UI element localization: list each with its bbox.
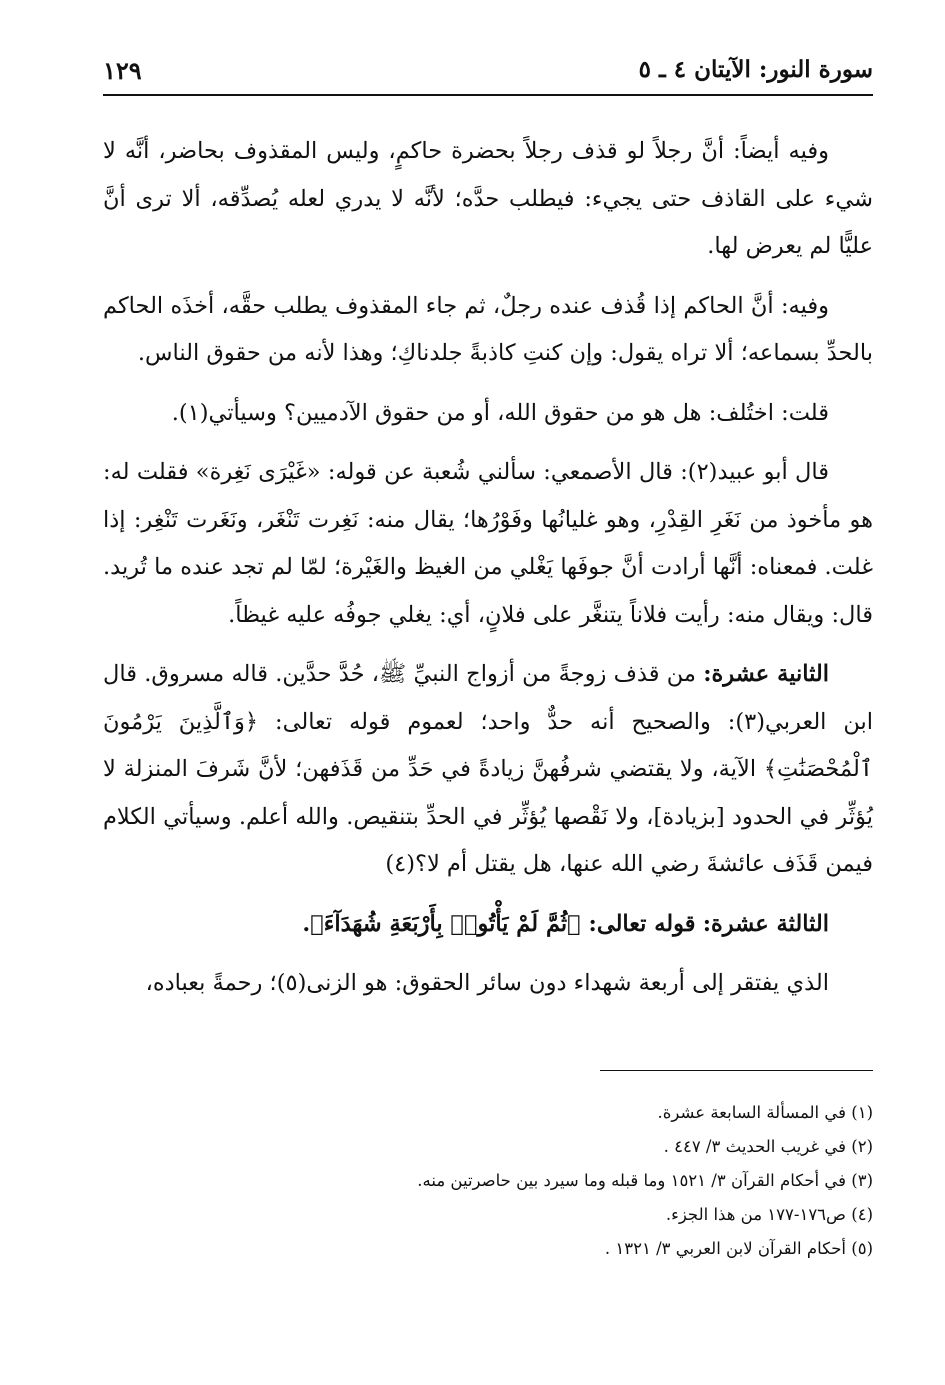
paragraph-text: قال أبو عبيد(٢): قال الأصمعي: سألني شُعبة عن قوله: «غَيْرَى نَغِرة» فقلت له: هو مأخوذ من نَغَرِ القِدْرِ، وهو غليانُها وفَوْرُها؛ يقال منه: نَغِرت تَنْغَر، ونَغَرت تَنْغِر: إذا غلت. فمعناه: أنَّها أرادت أنَّ جوفَها يَغْلي من الغيظ والغَيْرة؛ لمّا لم تجد عنده ما تُريد. قال: ويقال منه: رأيت فلاناً يتنغَّر على فلانٍ، أي: يغلي جوفُه عليه غيظاً. [103,459,873,628]
paragraph [103,390,873,438]
chapter-title: سورة النور: الآيتان ٤ ـ ٥ [638,56,873,83]
page-number: ١٢٩ [103,56,142,85]
paragraph [103,651,873,889]
paragraph-text: وفيه أيضاً: أنَّ رجلاً لو قذف رجلاً بحضرة حاكمٍ، وليس المقذوف بحاضر، أنَّه لا شيء على القاذف حتى يجيء: فيطلب حدَّه؛ لأنَّه لا يدري لعله يُصدِّقه، ألا ترى أنَّ عليًّا لم يعرض لها. [103,138,873,259]
paragraph [103,901,873,949]
paragraph-text: قوله تعالى: ﴿ثُمَّ لَمْ يَأْتُوا۟ بِأَرْبَعَةِ شُهَدَآءَ﴾. [302,910,696,937]
issue-heading: الثانية عشرة: [703,661,829,687]
running-header [103,48,873,96]
paragraph [103,449,873,639]
footnote: (٣) في أحكام القرآن ٣/ ١٥٢١ وما قبله وما سيرد بين حاصرتين منه. [417,1171,873,1190]
paragraph [103,128,873,271]
footnote: (٥) أحكام القرآن لابن العربي ٣/ ١٣٢١ . [604,1239,873,1258]
footnote: (٤) ص١٧٦-١٧٧ من هذا الجزء. [665,1205,873,1224]
paragraph-text: وفيه: أنَّ الحاكم إذا قُذف عنده رجلٌ، ثم جاء المقذوف يطلب حقَّه، أخذَه الحاكم بالحدِّ بسماعه؛ ألا تراه يقول: وإن كنتِ كاذبةً جلدناكِ؛ وهذا لأنه من حقوق الناس. [103,292,873,366]
paragraph [103,283,873,378]
footnote-divider [600,1070,873,1071]
issue-heading: الثالثة عشرة: [702,910,829,937]
paragraph-text: الذي يفتقر إلى أربعة شهداء دون سائر الحقوق: هو الزنى(٥)؛ رحمةً بعباده، [145,970,829,996]
main-text [103,128,873,1020]
paragraph-text: من قذف زوجةً من أزواج النبيِّ ﷺ، حُدَّ حدَّين. قاله مسروق. قال ابن العربي(٣): والصحيح أنه حدٌّ واحد؛ لعموم قوله تعالى: ﴿وَٱلَّذِينَ يَرْمُونَ ٱلْمُحْصَنَٰتِ﴾ الآية، ولا يقتضي شرفُهنَّ زيادةً في حَدِّ من قَذَفهن؛ لأنَّ شَرفَ المنزلة لا يُؤثِّر في الحدود [بزيادة]، ولا نَقْصها يُؤثِّر في الحدِّ بتنقيص. والله أعلم. وسيأتي الكلام فيمن قَذَف عائشةَ رضي الله عنها، هل يقتل أم لا؟(٤) [103,661,873,877]
footnote: (١) في المسألة السابعة عشرة. [657,1103,873,1122]
footnotes [103,1096,873,1266]
paragraph [103,960,873,1008]
paragraph-text: قلت: اختُلف: هل هو من حقوق الله، أو من حقوق الآدميين؟ وسيأتي(١). [171,399,829,426]
footnote: (٢) في غريب الحديث ٣/ ٤٤٧ . [663,1137,873,1156]
